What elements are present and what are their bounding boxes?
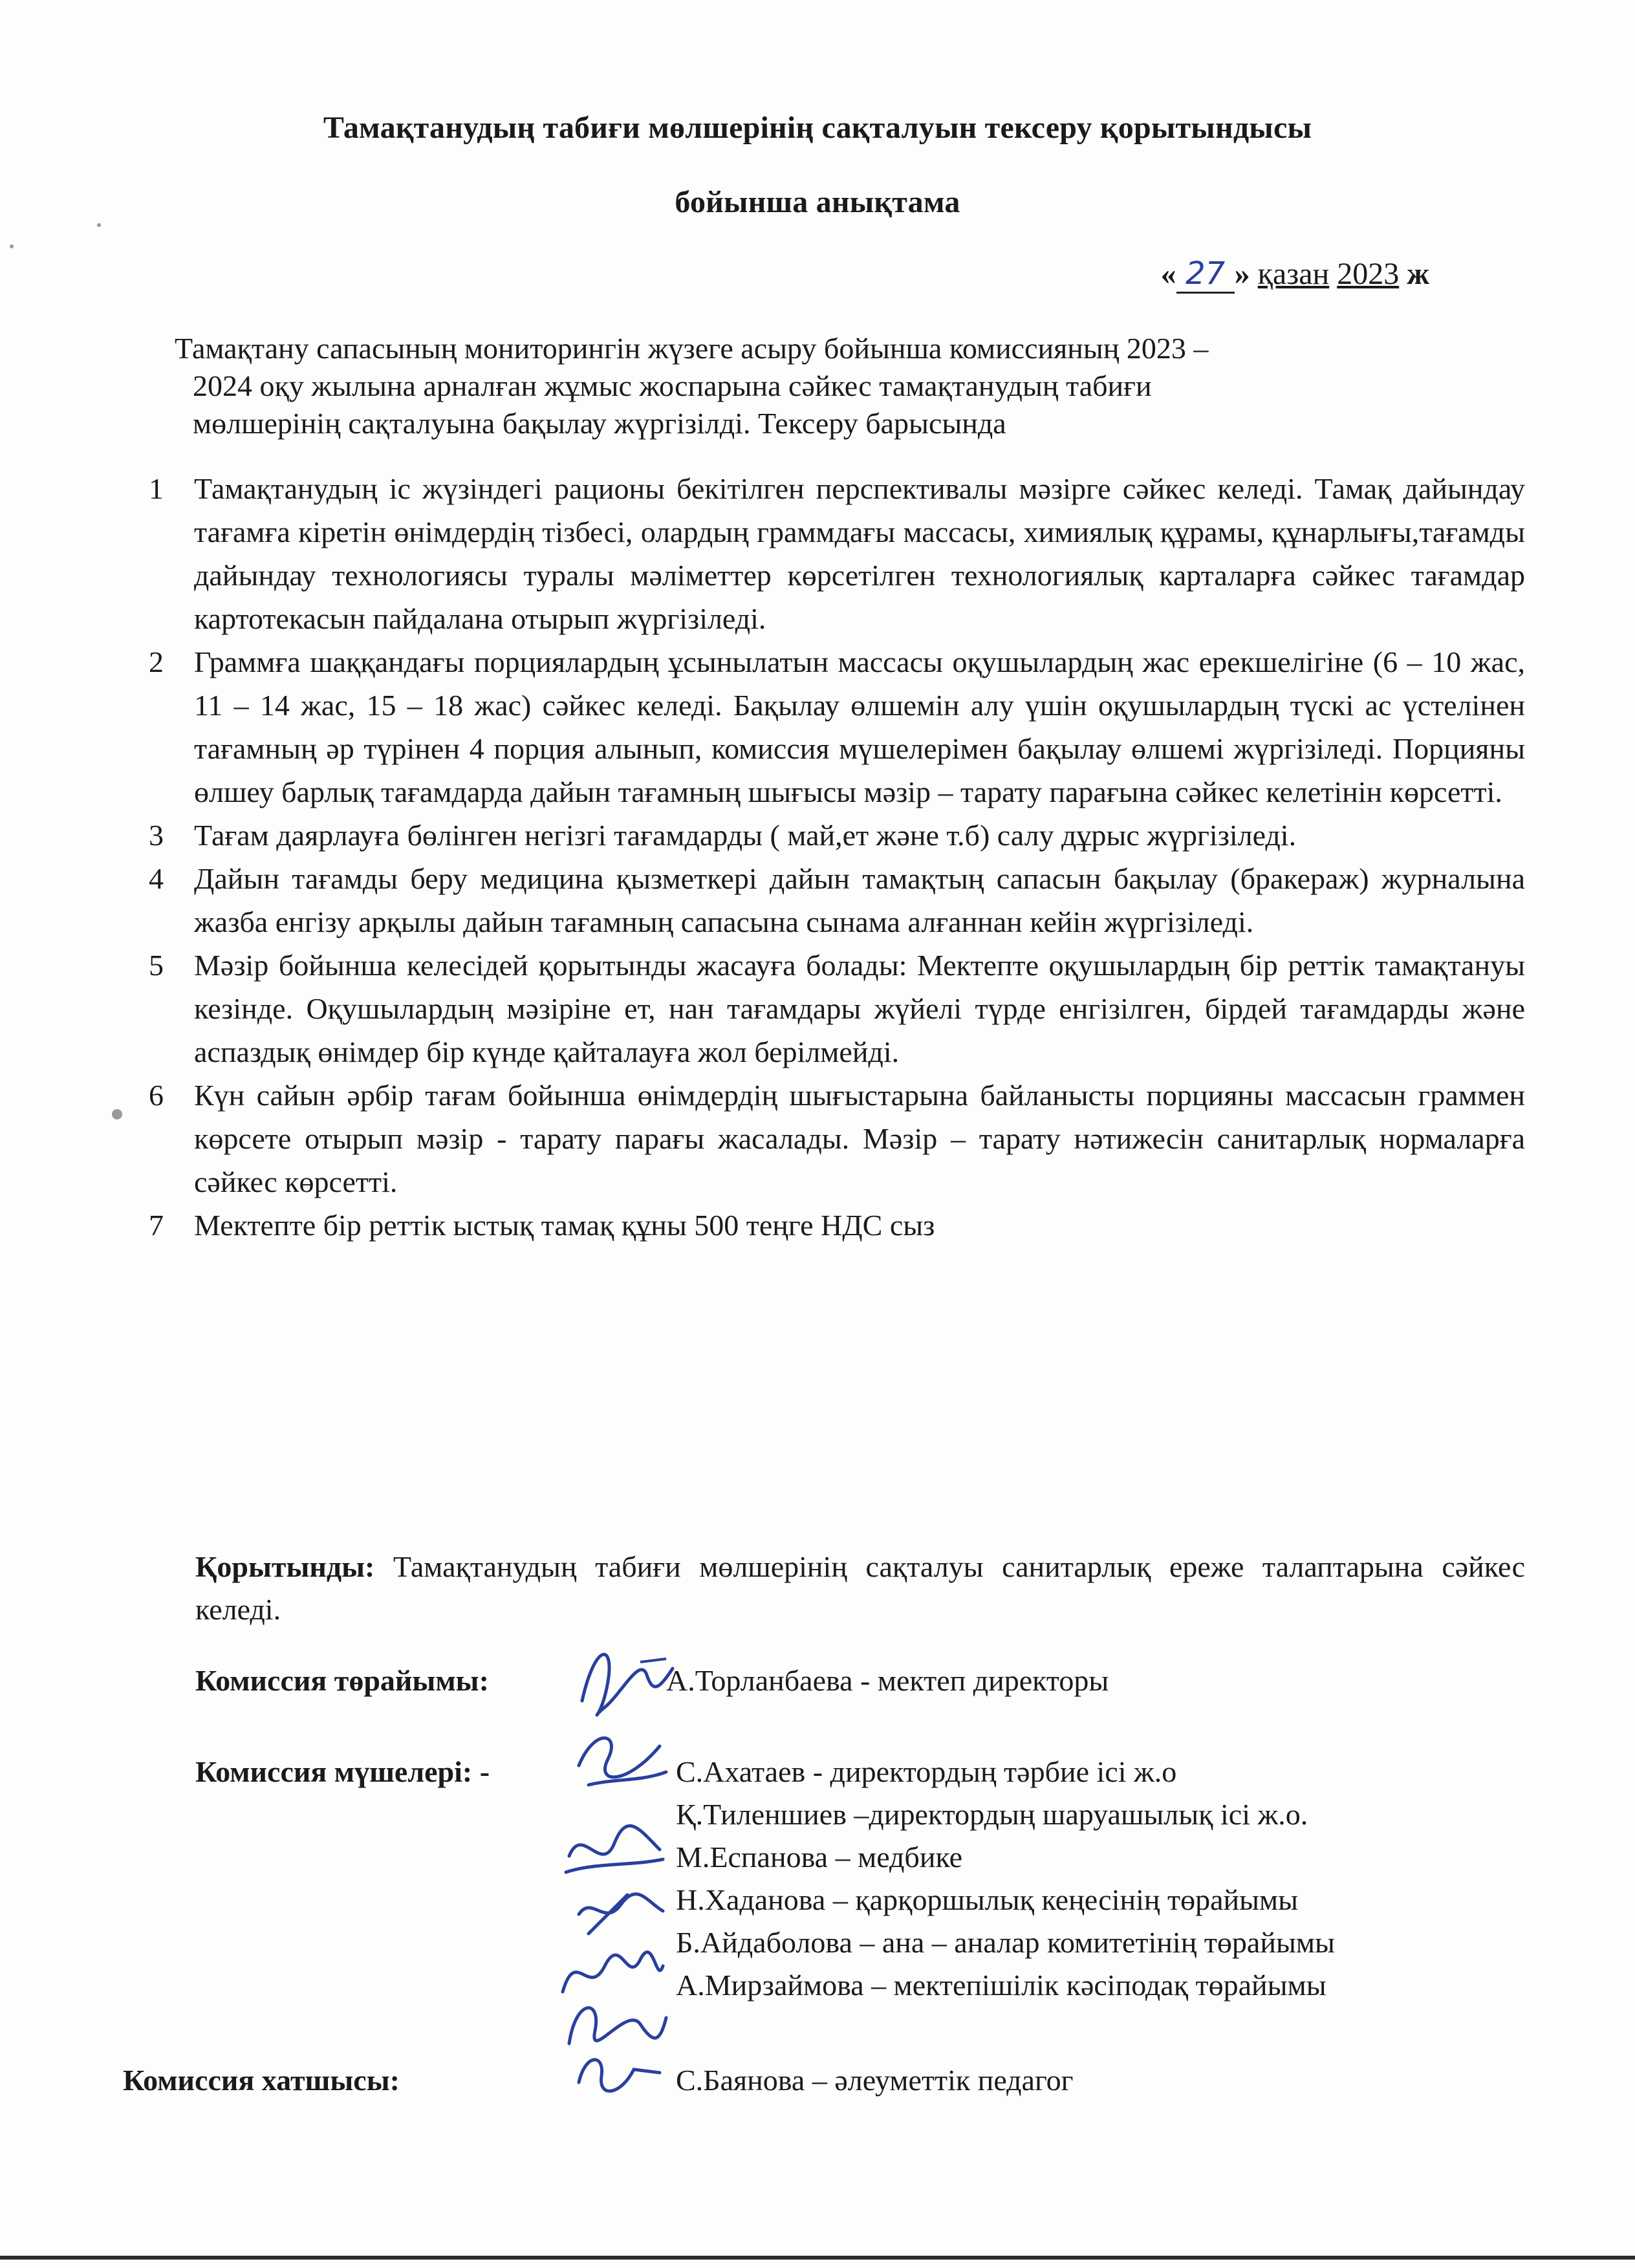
list-item-number: 7 — [149, 1209, 164, 1242]
list-item — [149, 814, 1525, 857]
date-close-quote: » — [1234, 257, 1250, 291]
members-label-text: Комиссия мүшелері: - — [195, 1755, 490, 1788]
bottom-edge-line — [0, 2256, 1635, 2260]
document-title-line2: бойынша анықтама — [675, 185, 960, 219]
list-item — [149, 944, 1525, 1074]
findings-list — [149, 467, 1525, 1247]
secretary-label — [123, 2059, 400, 2102]
list-item-number: 4 — [149, 862, 164, 895]
date-open-quote: « — [1160, 257, 1176, 291]
scan-speck — [10, 244, 14, 248]
conclusion — [195, 1546, 1525, 1631]
member-item: Н.Хаданова – қарқоршылық кеңесінің төрайымы — [676, 1883, 1299, 1916]
member-item: Б.Айдаболова – ана – аналар комитетінің төрайымы — [676, 1926, 1335, 1959]
list-item-number: 1 — [149, 472, 164, 505]
list-item — [149, 467, 1525, 640]
list-item-text: Тамақтанудың іс жүзіндегі рационы бекітілген перспективалы мәзірге сәйкес келеді. Тамақ дайындау тағамға кіретін өнімдердің тізбесі, олардың граммдағы массасы, химиялық құрамы, құнарлығы,тағамды дайындау технологиясы туралы мәліметтер көрсетілген технологиялық карталарға сәйкес тағамдар картотекасын пайдалана отырып жүргізіледі. — [194, 472, 1525, 635]
document-title-line1: Тамақтанудың табиғи мөлшерінің сақталуын тексеру қорытындысы — [323, 111, 1312, 145]
conclusion-label: Қорытынды: — [195, 1550, 375, 1583]
intro-line3: мөлшерінің сақталуына бақылау жүргізілді. Тексеру барысында — [193, 407, 1006, 440]
chair-signature-icon — [569, 1630, 686, 1727]
member-item: А.Мирзаймова – мектепішілік кәсіподақ төрайымы — [676, 1969, 1326, 2002]
date-day: 27 — [1176, 255, 1235, 294]
document-date — [1161, 255, 1429, 294]
secretary-signature-icon — [569, 2044, 666, 2108]
list-item-number: 6 — [149, 1079, 164, 1112]
intro-line1: Тамақтану сапасының мониторингін жүзеге асыру бойынша комиссияның 2023 – — [175, 332, 1209, 365]
member-item: М.Еспанова – медбике — [676, 1841, 963, 1874]
member-item: Қ.Тиленшиев –директордың шаруашылық ісі ж.о. — [676, 1798, 1308, 1831]
conclusion-text: Тамақтанудың табиғи мөлшерінің сақталуы санитарлық ереже талаптарына сәйкес келеді. — [195, 1550, 1525, 1626]
list-item — [149, 1074, 1525, 1204]
date-month: қазан — [1257, 257, 1330, 291]
list-item — [149, 857, 1525, 944]
list-item-number: 2 — [149, 645, 164, 678]
list-item — [149, 640, 1525, 814]
list-item-text: Дайын тағамды беру медицина қызметкері дайын тамақтың сапасын бақылау (бракераж) журналына жазба енгізу арқылы дайын тағамның сапасына сынама алғаннан кейін жүргізіледі. — [194, 862, 1525, 938]
member-signature-icon — [556, 1817, 673, 1888]
date-year: 2023 — [1337, 257, 1400, 291]
chair-label: Комиссия төрайымы: — [195, 1664, 489, 1697]
date-suffix: ж — [1407, 257, 1429, 291]
scan-speck — [97, 223, 101, 227]
list-item-number: 5 — [149, 949, 164, 982]
chair-signature-line — [195, 1659, 489, 1702]
list-item-text: Тағам даярлауға бөлінген негізгі тағамдарды ( май,ет және т.б) салу дұрыс жүргізіледі. — [194, 819, 1297, 852]
list-item — [149, 1204, 1525, 1247]
intro-paragraph — [175, 330, 1441, 442]
list-item-text: Күн сайын әрбір тағам бойынша өнімдердің шығыстарына байланысты порцияны массасын граммен көрсете отырып мәзір - тарату парағы жасалады. Мәзір – тарату нәтижесін санитарлық нормаларға сәйкес көрсетті. — [194, 1079, 1525, 1198]
list-item-number: 3 — [149, 819, 164, 852]
members-label — [195, 1751, 490, 1793]
intro-line2: 2024 оқу жылына арналған жұмыс жоспарына сәйкес тамақтанудың табиғи — [193, 369, 1152, 402]
members-list — [676, 1751, 1335, 2007]
member-signature-icon — [569, 1720, 679, 1804]
secretary-name: С.Баянова – әлеуметтік педагог — [676, 2064, 1074, 2097]
member-item: С.Ахатаев - директордың тәрбие ісі ж.о — [676, 1755, 1177, 1788]
list-item-text: Граммға шаққандағы порциялардың ұсынылатын массасы оқушылардың жас ерекшелігіне (6 – 10 жас, 11 – 14 жас, 15 – 18 жас) сәйкес келеді. Бақылау өлшемін алу үшін оқушылардың түскі ас үстелінен тағамның әр түрінен 4 порция алынып, комиссия мүшелерімен бақылау өлшемі жүргізіледі. Порцияны өлшеу барлық тағамдарда дайын тағамның шығысы мәзір – тарату парағына сәйкес келетінін көрсетті. — [194, 645, 1525, 808]
chair-name: А.Торланбаева - мектеп директоры — [666, 1664, 1109, 1697]
list-item-text: Мәзір бойынша келесідей қорытынды жасауға болады: Мектепте оқушылардың бір реттік тамақтануы кезінде. Оқушылардың мәзіріне ет, нан тағамдары жүйелі түрде енгізілген, бірдей тағамдарды және аспаздық өнімдер бір күнде қайталауға жол берілмейді. — [194, 949, 1525, 1068]
scan-speck — [112, 1109, 122, 1119]
list-item-text: Мектепте бір реттік ыстық тамақ құны 500 теңге НДС сыз — [194, 1209, 935, 1242]
secretary-label-text: Комиссия хатшысы: — [123, 2064, 400, 2097]
